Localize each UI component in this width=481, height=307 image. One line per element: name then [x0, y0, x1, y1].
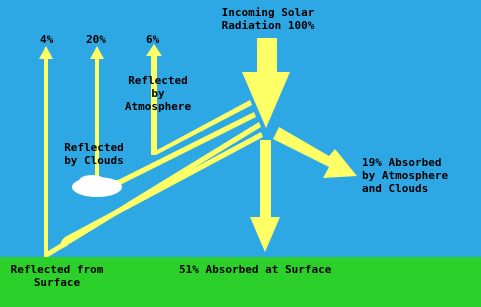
reflected-clouds-line2: by Clouds	[64, 154, 124, 167]
reflected-atmos-line3: Atmosphere	[124, 100, 192, 113]
reflected-by-clouds-label	[58, 141, 130, 167]
incoming-label-line1: Incoming Solar	[221, 6, 315, 19]
atmosphere-reflect-percent: 6%	[146, 33, 160, 46]
absorbed-atmos-line3: and Clouds	[362, 182, 429, 195]
absorbed-at-surface-label: 51% Absorbed at Surface	[179, 263, 332, 276]
incoming-radiation-label	[208, 6, 328, 32]
surface-reflect-percent: 4%	[40, 33, 54, 46]
reflected-by-atmosphere-label	[118, 74, 198, 113]
absorbed-atmos-line2: by Atmosphere	[362, 169, 449, 182]
cloud-reflect-percent: 20%	[86, 33, 106, 46]
absorbed-by-atmosphere-label	[362, 156, 448, 195]
reflected-atmos-line1: Reflected	[128, 74, 188, 87]
reflected-clouds-line1: Reflected	[64, 141, 124, 154]
reflected-atmos-line2: by	[151, 87, 165, 100]
incoming-label-line2: Radiation 100%	[221, 19, 315, 32]
reflected-surface-line2: Surface	[33, 276, 81, 289]
cloud-puff	[79, 175, 105, 187]
reflected-from-surface-label	[2, 263, 112, 289]
reflected-surface-line1: Reflected from	[10, 263, 104, 276]
absorbed-atmos-line1: 19% Absorbed	[362, 156, 442, 169]
